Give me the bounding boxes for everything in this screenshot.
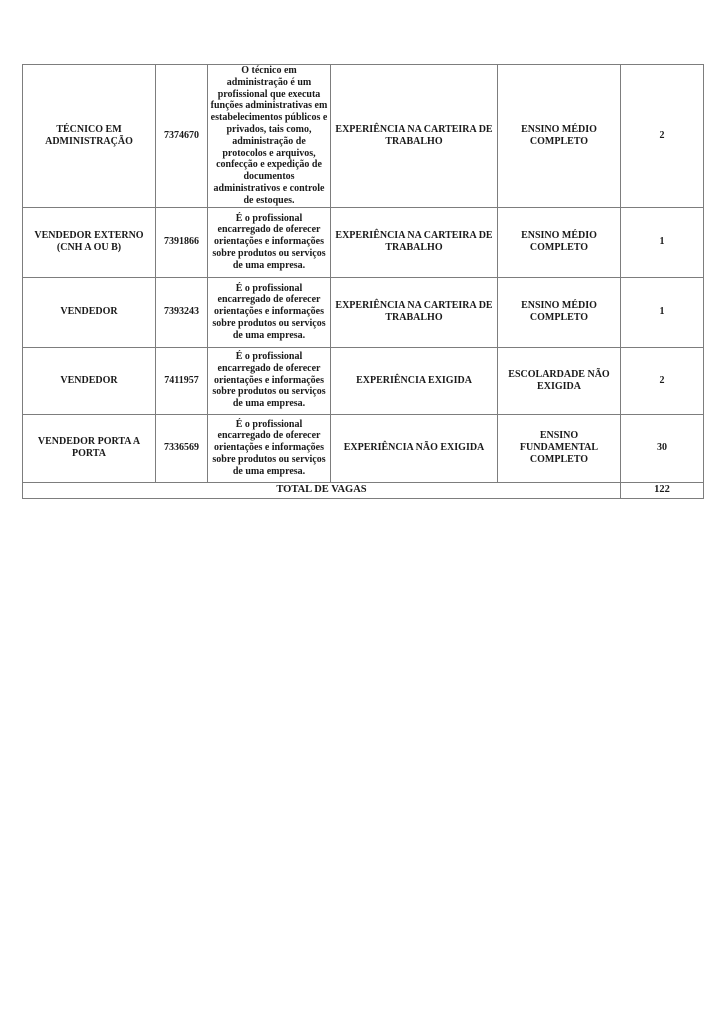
- education-cell: ENSINO FUNDAMENTAL COMPLETO: [498, 414, 621, 482]
- table-row: [23, 277, 704, 347]
- code-cell: 7374670: [156, 65, 208, 208]
- vacancies-cell: 1: [621, 277, 704, 347]
- total-value-cell: 122: [621, 482, 704, 498]
- job-title-cell: VENDEDOR PORTA A PORTA: [23, 414, 156, 482]
- experience-cell: EXPERIÊNCIA NA CARTEIRA DE TRABALHO: [331, 277, 498, 347]
- education-cell: ESCOLARDADE NÃO EXIGIDA: [498, 347, 621, 414]
- total-row: [23, 482, 704, 498]
- table-row: [23, 207, 704, 277]
- code-cell: 7411957: [156, 347, 208, 414]
- table-row: [23, 347, 704, 414]
- education-cell: ENSINO MÉDIO COMPLETO: [498, 65, 621, 208]
- experience-cell: EXPERIÊNCIA EXIGIDA: [331, 347, 498, 414]
- description-cell: É o profissional encarregado de oferecer orientações e informações sobre produtos ou serviços de uma empresa.: [208, 414, 331, 482]
- vacancies-cell: 1: [621, 207, 704, 277]
- total-label-cell: TOTAL DE VAGAS: [23, 482, 621, 498]
- education-cell: ENSINO MÉDIO COMPLETO: [498, 277, 621, 347]
- table-row: [23, 65, 704, 208]
- vacancies-table: [22, 64, 704, 499]
- code-cell: 7336569: [156, 414, 208, 482]
- job-title-cell: VENDEDOR EXTERNO (CNH A OU B): [23, 207, 156, 277]
- experience-cell: EXPERIÊNCIA NA CARTEIRA DE TRABALHO: [331, 207, 498, 277]
- table-row: [23, 414, 704, 482]
- experience-cell: EXPERIÊNCIA NÃO EXIGIDA: [331, 414, 498, 482]
- description-cell: O técnico em administração é um profissional que executa funções administrativas em estabelecimentos públicos e privados, tais como, administração de protocolos e arquivos, confecção e expedição de documentos administrativos e controle de estoques.: [208, 65, 331, 208]
- code-cell: 7391866: [156, 207, 208, 277]
- vacancies-cell: 2: [621, 347, 704, 414]
- vacancies-cell: 30: [621, 414, 704, 482]
- vacancies-cell: 2: [621, 65, 704, 208]
- education-cell: ENSINO MÉDIO COMPLETO: [498, 207, 621, 277]
- description-cell: É o profissional encarregado de oferecer orientações e informações sobre produtos ou serviços de uma empresa.: [208, 277, 331, 347]
- job-title-cell: VENDEDOR: [23, 347, 156, 414]
- experience-cell: EXPERIÊNCIA NA CARTEIRA DE TRABALHO: [331, 65, 498, 208]
- job-title-cell: TÉCNICO EM ADMINISTRAÇÃO: [23, 65, 156, 208]
- job-title-cell: VENDEDOR: [23, 277, 156, 347]
- description-cell: É o profissional encarregado de oferecer orientações e informações sobre produtos ou serviços de uma empresa.: [208, 347, 331, 414]
- description-cell: É o profissional encarregado de oferecer orientações e informações sobre produtos ou serviços de uma empresa.: [208, 207, 331, 277]
- code-cell: 7393243: [156, 277, 208, 347]
